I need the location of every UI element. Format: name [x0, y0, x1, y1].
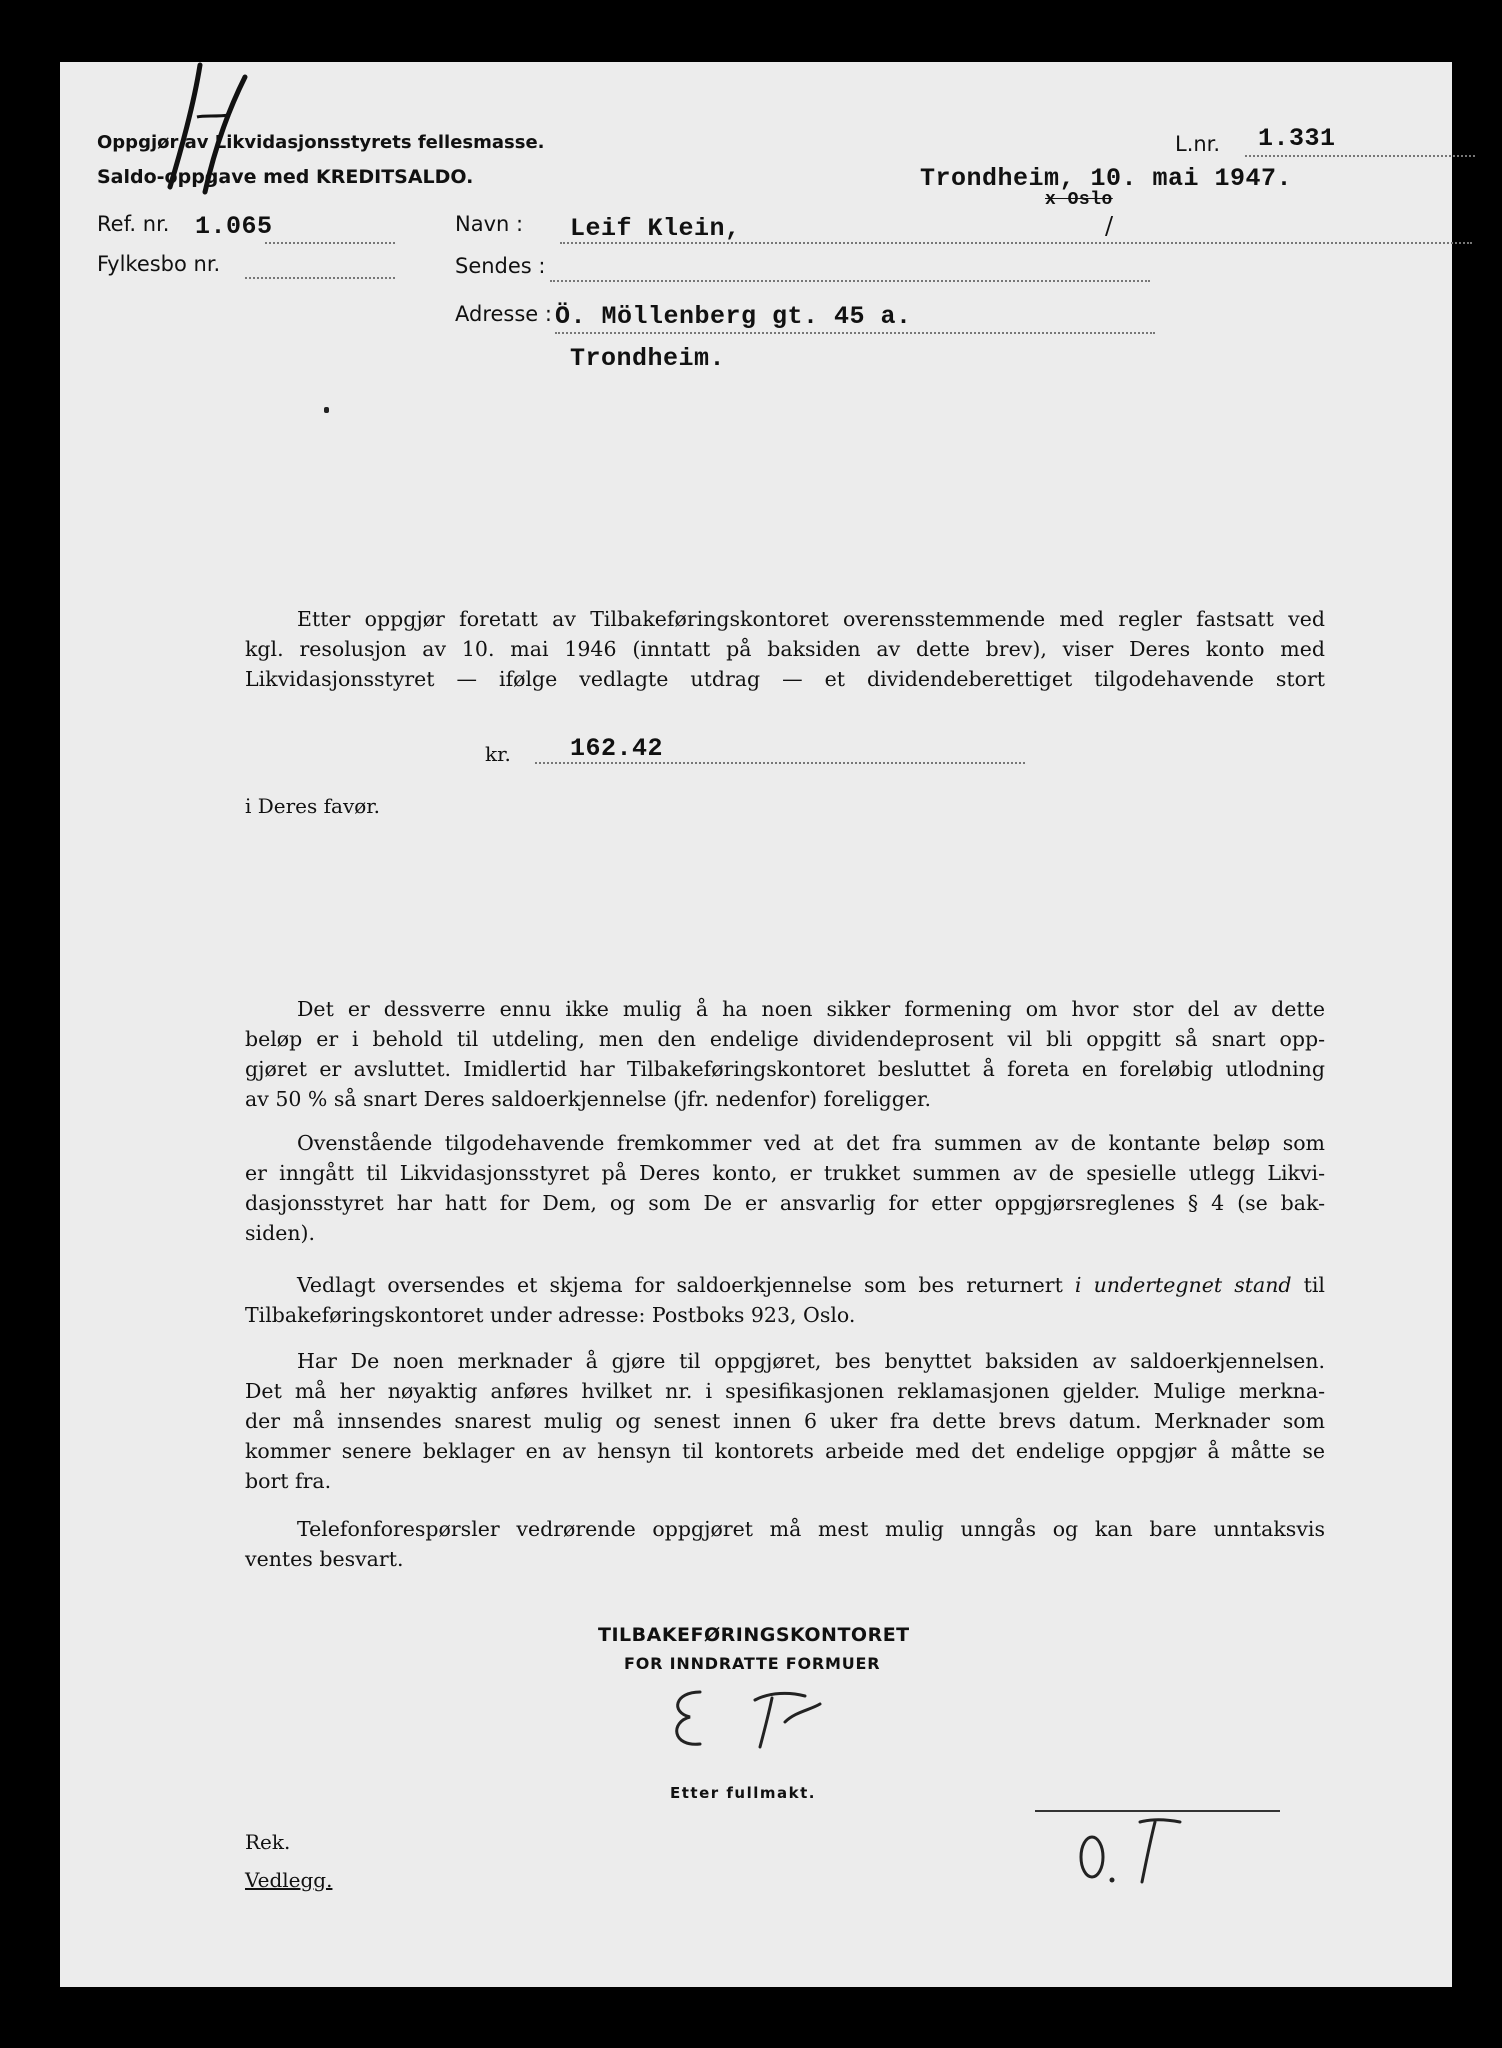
paragraph-5-line: der må innsendes snarest mulig og senest innen 6 uker fra dette brevs datum. Merknader som [245, 1409, 1325, 1433]
paragraph-4-line: Tilbakeføringskontoret under adresse: Postboks 923, Oslo. [245, 1303, 856, 1327]
header-line-2: Saldo-oppgave med KREDITSALDO. [97, 166, 474, 188]
lnr-value: 1.331 [1258, 124, 1336, 153]
ref-value: 1.065 [195, 212, 273, 241]
paragraph-3-line: dasjonsstyret har hatt for Dem, og som De er ansvarlig for etter oppgjørsreglenes § 4 (se bak- [245, 1191, 1325, 1215]
document-page [60, 62, 1452, 1987]
lnr-label: L.nr. [1175, 132, 1221, 156]
paragraph-2-line: gjøret er avsluttet. Imidlertid har Tilbakeføringskontoret besluttet å foreta en foreløbig utlodning [245, 1057, 1325, 1081]
paragraph-2 [245, 994, 1325, 1114]
paragraph-6-line: Telefonforespørsler vedrørende oppgjøret må mest mulig unngås og kan bare unntaksvis [297, 1517, 1325, 1541]
lnr-dotted-line [1245, 155, 1475, 157]
navn-label: Navn : [455, 212, 524, 236]
adresse-line-1: Ö. Möllenberg gt. 45 a. [555, 302, 912, 331]
org-name-line-1: TILBAKEFØRINGSKONTORET [598, 1624, 910, 1646]
paragraph-5-line: Har De noen merknader å gjøre til oppgjøret, bes benyttet baksiden av saldoerkjennelsen. [297, 1349, 1325, 1373]
adresse-line-2: Trondheim. [570, 344, 726, 373]
navn-dotted-line [560, 242, 1472, 244]
amount-label: kr. [485, 742, 511, 766]
paragraph-4-text-before: Vedlagt oversendes et skjema for saldoerkjennelse som bes returnert [297, 1273, 1063, 1297]
navn-value: Leif Klein, [570, 214, 741, 243]
speck-mark [324, 407, 329, 413]
adresse-label: Adresse : [455, 302, 552, 326]
fylkesbo-label: Fylkesbo nr. [97, 252, 221, 276]
paragraph-5-line: bort fra. [245, 1469, 332, 1493]
amount-dotted-line [535, 762, 1025, 764]
org-name-line-2: FOR INNDRATTE FORMUER [624, 1654, 881, 1673]
ref-label: Ref. nr. [97, 212, 170, 236]
struck-place: x Oslo [1045, 190, 1113, 210]
paragraph-3-line: siden). [245, 1221, 316, 1245]
vedlegg-label: Vedlegg. [245, 1868, 333, 1892]
corner-initials-icon [1070, 1812, 1200, 1892]
paragraph-6 [245, 1514, 1325, 1574]
paragraph-1 [245, 604, 1325, 694]
paragraph-4-text-after: til [1303, 1273, 1325, 1297]
paragraph-3-line: Ovenstående tilgodehavende fremkommer ved at det fra summen av de kontante beløp som [297, 1131, 1325, 1155]
navn-mark: / [1105, 212, 1114, 240]
paragraph-4-emphasis: i undertegnet stand [1074, 1273, 1292, 1297]
paragraph-5 [245, 1346, 1325, 1496]
paragraph-4 [245, 1270, 1325, 1330]
amount-value: 162.42 [570, 734, 664, 763]
paragraph-2-line: beløp er i behold til utdeling, men den endelige dividendeprosent vil bli oppgitt så snart opp- [245, 1027, 1325, 1051]
paragraph-3 [245, 1128, 1325, 1248]
paragraph-1-line: Etter oppgjør foretatt av Tilbakeføringskontoret overensstemmende med regler fastsatt ved [297, 607, 1325, 631]
header-line-1: Oppgjør av Likvidasjonsstyrets fellesmasse. [97, 132, 545, 153]
paragraph-1-line: kgl. resolusjon av 10. mai 1946 (inntatt på baksiden av dette brev), viser Deres konto med [245, 637, 1325, 661]
adresse-dotted-line [555, 332, 1155, 334]
signature-initials-icon [660, 1682, 850, 1762]
paragraph-3-line: er inngått til Likvidasjonsstyret på Deres konto, er trukket summen av de spesielle utlegg Likvi- [245, 1161, 1325, 1185]
paragraph-1-line: Likvidasjonsstyret — ifølge vedlagte utdrag — et dividendeberettiget tilgodehavende stort [245, 667, 1325, 691]
paragraph-2-line: Det er dessverre ennu ikke mulig å ha noen sikker formening om hvor stor del av dette [297, 997, 1325, 1021]
fylkesbo-dotted-line [245, 277, 395, 279]
favor-text: i Deres favør. [245, 794, 381, 818]
ref-dotted-line [265, 242, 395, 244]
paragraph-6-line: ventes besvart. [245, 1547, 404, 1571]
rek-label: Rek. [245, 1830, 291, 1854]
paragraph-4-line [245, 1270, 1325, 1300]
place-date: Trondheim, 10. mai 1947. [920, 164, 1293, 193]
paragraph-5-line: Det må her nøyaktig anføres hvilket nr. i spesifikasjonen reklamasjonen gjelder. Mulige merkna- [245, 1379, 1325, 1403]
paragraph-2-line: av 50 % så snart Deres saldoerkjennelse (jfr. nedenfor) foreligger. [245, 1087, 932, 1111]
etter-fullmakt: Etter fullmakt. [670, 1784, 816, 1802]
paragraph-5-line: kommer senere beklager en av hensyn til kontorets arbeide med det endelige oppgjør å måtte se [245, 1439, 1325, 1463]
sendes-label: Sendes : [455, 254, 546, 278]
sendes-dotted-line [550, 280, 1150, 282]
